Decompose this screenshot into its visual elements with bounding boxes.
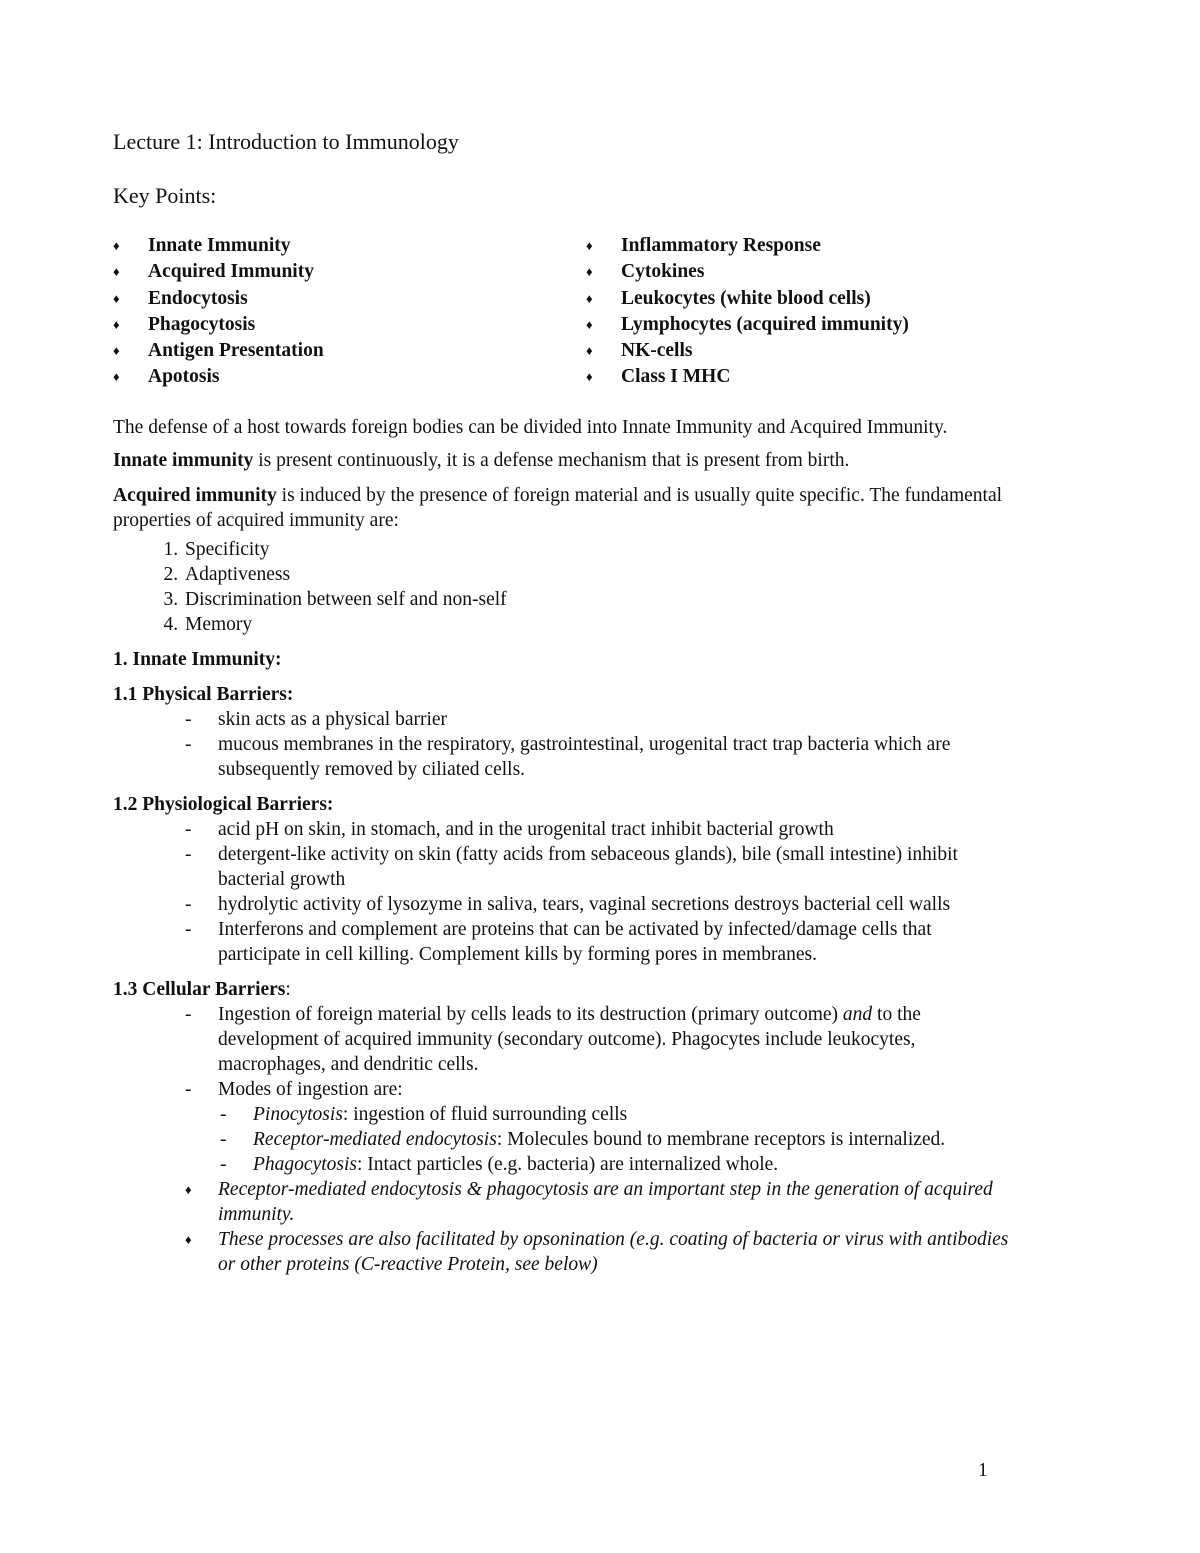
key-point: ♦ NK-cells <box>586 338 909 364</box>
note-item: ♦ Receptor-mediated endocytosis & phagocytosis are an important step in the generation of acquired immunity. <box>218 1177 1013 1227</box>
key-points-left-column <box>113 233 586 391</box>
key-point: ♦ Endocytosis <box>113 286 586 312</box>
acquired-text: is induced by the presence of foreign material and is usually quite specific. The fundamental properties of acquired immunity are: <box>113 484 1003 531</box>
property-item: 2. Adaptiveness <box>183 562 1013 587</box>
list-item: - skin acts as a physical barrier <box>218 707 1013 732</box>
modes-list <box>218 1102 1013 1177</box>
key-point: ♦ Innate Immunity <box>113 233 586 259</box>
list-item: - acid pH on skin, in stomach, and in the urogenital tract inhibit bacterial growth <box>218 817 1013 842</box>
note-item: ♦ These processes are also facilitated by opsonination (e.g. coating of bacteria or virus with antibodies or other proteins (C-reactive Protein, see below) <box>218 1227 1013 1277</box>
intro-paragraph: The defense of a host towards foreign bodies can be divided into Innate Immunity and Acquired Immunity. <box>113 416 948 438</box>
mode-term: Pinocytosis <box>253 1103 343 1125</box>
mode-item <box>253 1152 1013 1177</box>
physical-barriers-list <box>113 707 1013 782</box>
section-innate-heading: 1. Innate Immunity: <box>113 648 282 670</box>
physical-barriers-heading: 1.1 Physical Barriers: <box>113 683 294 705</box>
list-item: - hydrolytic activity of lysozyme in saliva, tears, vaginal secretions destroys bacterial cell walls <box>218 892 1013 917</box>
modes-intro: Modes of ingestion are: <box>218 1078 403 1100</box>
innate-term: Innate immunity <box>113 449 254 471</box>
cellular-heading-colon: : <box>285 978 291 1000</box>
cellular-heading-text: 1.3 Cellular Barriers <box>113 978 286 1000</box>
innate-text: is present continuously, it is a defense mechanism that is present from birth. <box>253 449 850 471</box>
list-item: - detergent-like activity on skin (fatty acids from sebaceous glands), bile (small intestine) inhibit bacterial growth <box>218 842 1013 892</box>
cellular-barriers-heading <box>113 977 1013 1002</box>
property-item: 3. Discrimination between self and non-self <box>183 587 1013 612</box>
key-point: ♦ Acquired Immunity <box>113 259 586 285</box>
key-point: ♦ Antigen Presentation <box>113 338 586 364</box>
acquired-term: Acquired immunity <box>113 484 277 506</box>
key-point: ♦ Inflammatory Response <box>586 233 909 259</box>
properties-list <box>113 537 1013 637</box>
acquired-definition <box>113 483 1013 533</box>
ingestion-emphasis: and <box>842 1003 873 1025</box>
property-item: 4. Memory <box>183 612 1013 637</box>
mode-term: Phagocytosis <box>253 1153 357 1175</box>
mode-text: : Intact particles (e.g. bacteria) are internalized whole. <box>356 1153 779 1175</box>
list-item: - Interferons and complement are proteins that can be activated by infected/damage cells that participate in cell killing. Complement kills by forming pores in membranes. <box>218 917 1013 967</box>
key-point: ♦ Phagocytosis <box>113 312 586 338</box>
document-page <box>113 118 1013 1277</box>
page-number: 1 <box>978 1460 988 1481</box>
physiological-barriers-heading: 1.2 Physiological Barriers: <box>113 793 334 815</box>
key-points-heading: Key Points: <box>113 183 217 208</box>
ingestion-text-a: Ingestion of foreign material by cells leads to its destruction (primary outcome) <box>218 1003 843 1025</box>
key-point: ♦ Class I MHC <box>586 364 909 390</box>
page-title: Lecture 1: Introduction to Immunology <box>113 129 459 154</box>
key-point: ♦ Leukocytes (white blood cells) <box>586 286 909 312</box>
mode-item <box>253 1102 1013 1127</box>
list-item <box>218 1002 1013 1077</box>
key-points-right-column <box>586 233 909 391</box>
innate-definition <box>113 448 1013 473</box>
list-item <box>218 1077 1013 1177</box>
key-point: ♦ Cytokines <box>586 259 909 285</box>
mode-term: Receptor-mediated endocytosis <box>253 1128 497 1150</box>
mode-text: : Molecules bound to membrane receptors is internalized. <box>496 1128 946 1150</box>
cellular-notes-list <box>113 1177 1013 1277</box>
property-item: 1. Specificity <box>183 537 1013 562</box>
key-point: ♦ Apotosis <box>113 364 586 390</box>
key-point: ♦ Lymphocytes (acquired immunity) <box>586 312 909 338</box>
ingestion-text-b: to the development of acquired immunity (secondary outcome). Phagocytes include leukocytes, macrophages, and dendritic cells. <box>218 1003 921 1075</box>
key-points <box>113 233 1013 391</box>
list-item: - mucous membranes in the respiratory, gastrointestinal, urogenital tract trap bacteria which are subsequently removed by ciliated cells. <box>218 732 1013 782</box>
physiological-barriers-list <box>113 817 1013 967</box>
mode-text: : ingestion of fluid surrounding cells <box>342 1103 628 1125</box>
cellular-barriers-list <box>113 1002 1013 1177</box>
mode-item <box>253 1127 1013 1152</box>
